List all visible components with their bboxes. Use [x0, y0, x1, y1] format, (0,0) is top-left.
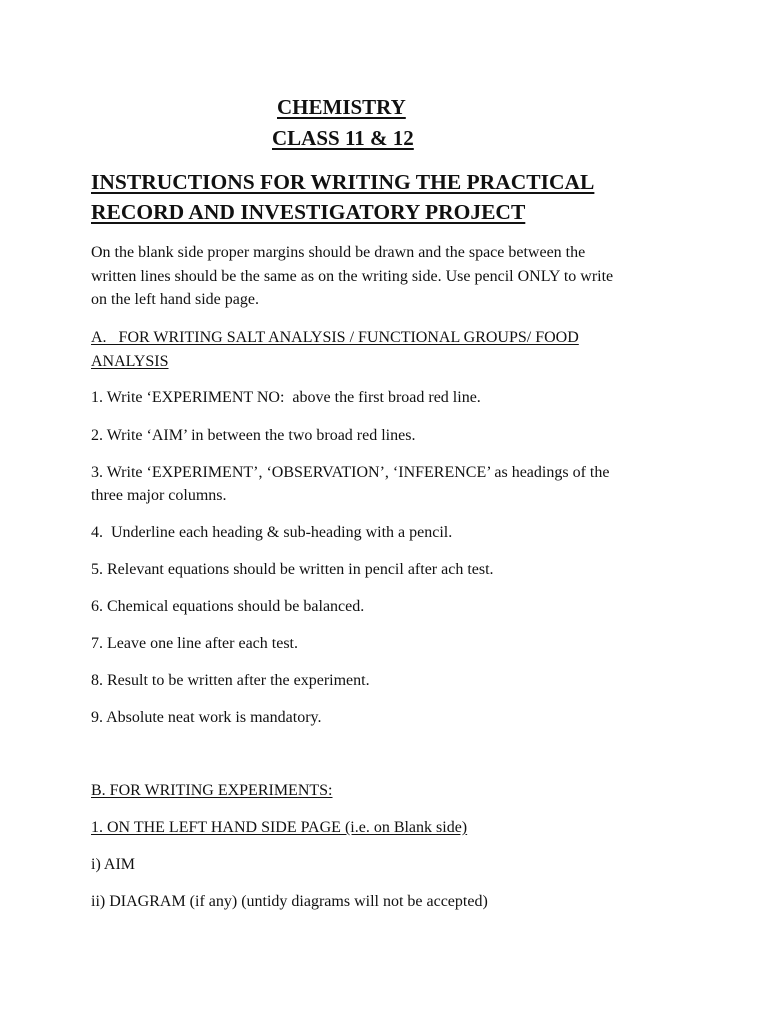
section-a-heading-line1: A. FOR WRITING SALT ANALYSIS / FUNCTIONAL GROUPS/ FOOD: [91, 329, 579, 346]
list-item: 5. Relevant equations should be written in pencil after ach test.: [91, 561, 494, 578]
list-item-continuation: three major columns.: [91, 487, 227, 504]
list-item: 9. Absolute neat work is mandatory.: [91, 709, 322, 726]
list-item: 8. Result to be written after the experiment.: [91, 672, 370, 689]
intro-line-1: On the blank side proper margins should be drawn and the space between the: [91, 244, 586, 261]
section-b-heading: B. FOR WRITING EXPERIMENTS:: [91, 782, 333, 799]
section-b-subheading: 1. ON THE LEFT HAND SIDE PAGE (i.e. on Blank side): [91, 819, 468, 836]
intro-line-3: on the left hand side page.: [91, 291, 259, 308]
list-item: 1. Write ‘EXPERIMENT NO: above the first broad red line.: [91, 389, 481, 406]
instructions-heading-line2: RECORD AND INVESTIGATORY PROJECT: [91, 200, 526, 224]
list-item: 2. Write ‘AIM’ in between the two broad red lines.: [91, 427, 416, 444]
intro-line-2: written lines should be the same as on the writing side. Use pencil ONLY to write: [91, 268, 614, 285]
class-title: CLASS 11 & 12: [272, 126, 414, 150]
list-item: i) AIM: [91, 856, 135, 873]
list-item: 7. Leave one line after each test.: [91, 635, 298, 652]
list-item: 6. Chemical equations should be balanced.: [91, 598, 365, 615]
section-a-heading-line2: ANALYSIS: [91, 353, 169, 370]
subject-title: CHEMISTRY: [277, 95, 406, 119]
list-item: ii) DIAGRAM (if any) (untidy diagrams will not be accepted): [91, 893, 488, 910]
list-item: 4. Underline each heading & sub-heading with a pencil.: [91, 524, 453, 541]
instructions-heading-line1: INSTRUCTIONS FOR WRITING THE PRACTICAL: [91, 170, 595, 194]
list-item: 3. Write ‘EXPERIMENT’, ‘OBSERVATION’, ‘INFERENCE’ as headings of the: [91, 464, 610, 481]
